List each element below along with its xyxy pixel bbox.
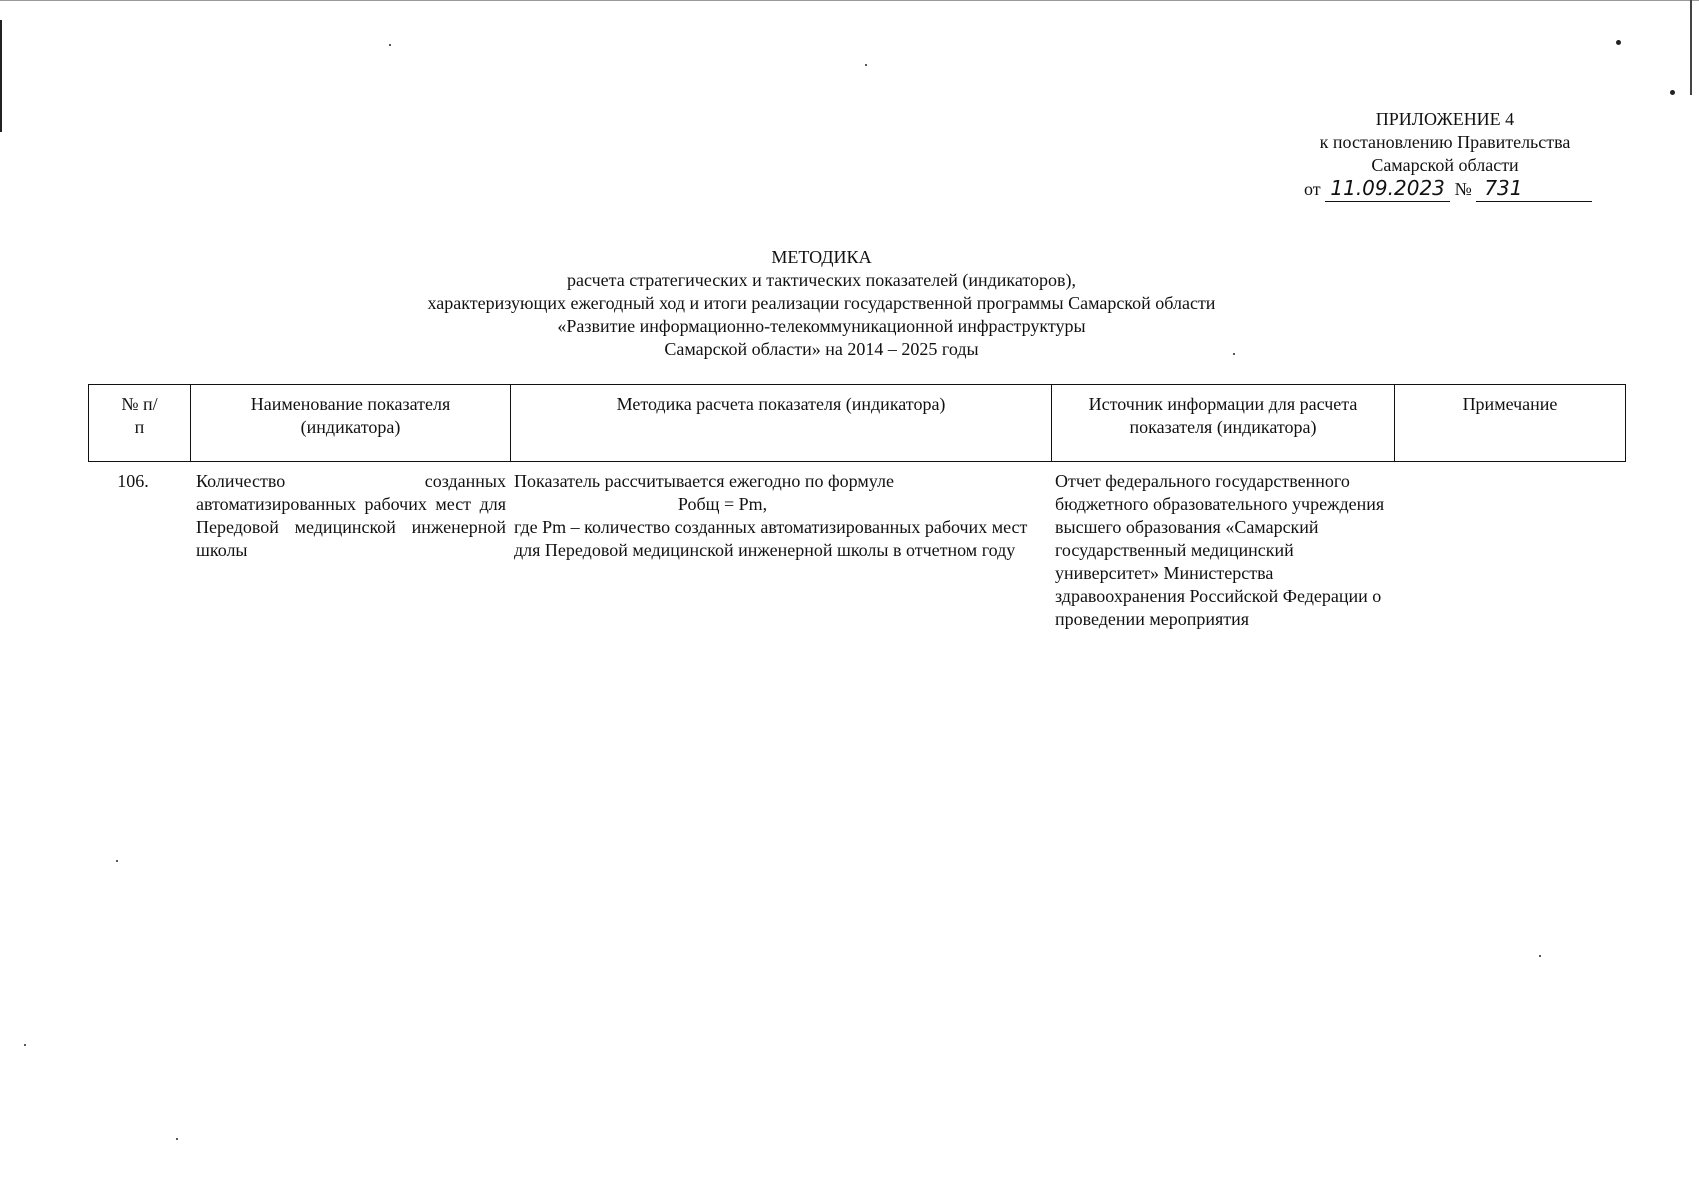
appendix-line-2: к постановлению Правительства: [1319, 132, 1571, 152]
header-source: Источник информации для расчета показателя (индикатора): [1051, 385, 1394, 461]
scan-speck: [1670, 90, 1675, 95]
table-row: [88, 470, 1626, 631]
handwritten-date: 11.09.2023: [1330, 176, 1445, 200]
document-title-block: [300, 246, 1343, 361]
header-method: Методика расчета показателя (индикатора): [510, 385, 1051, 461]
document-title: МЕТОДИКА: [771, 247, 872, 267]
scan-speck: [176, 1138, 178, 1140]
scan-speck: [1539, 955, 1541, 957]
handwritten-number: 731: [1484, 176, 1523, 200]
method-formula: Робщ = Pm,: [677, 494, 768, 514]
table-header: [88, 384, 1626, 462]
row-method: [510, 470, 1051, 631]
appendix-date-line: [1300, 177, 1590, 202]
right-scan-mark: [1690, 0, 1692, 95]
subtitle-line-2: характеризующих ежегодный ход и итоги реализации государственной программы Самарской области: [427, 293, 1216, 313]
method-intro: Показатель рассчитывается ежегодно по формуле: [514, 471, 894, 491]
scan-speck: [389, 44, 391, 46]
row-source: Отчет федерального государственного бюджетного образовательного учреждения высшего образования «Самарский государственный медицинский университет» Министерства здравоохранения Российской Федерации о проведении мероприятия: [1055, 471, 1385, 629]
subtitle-line-3: «Развитие информационно-телекоммуникационной инфраструктуры: [557, 316, 1086, 336]
scan-speck: [24, 1044, 26, 1046]
header-indicator-name: Наименование показателя (индикатора): [190, 385, 510, 461]
row-indicator-name: Количество созданных автоматизированных рабочих мест для Передовой медицинской инженерной школы: [196, 471, 506, 560]
subtitle-line-1: расчета стратегических и тактических показателей (индикаторов),: [567, 270, 1076, 290]
scan-speck: [116, 860, 118, 862]
indicator-table: [88, 384, 1626, 631]
appendix-line-3: Самарской области: [1371, 155, 1519, 175]
left-scan-mark: [0, 20, 2, 132]
scan-speck: [865, 64, 867, 66]
appendix-title: ПРИЛОЖЕНИЕ 4: [1375, 109, 1515, 129]
date-prefix: от: [1304, 179, 1321, 199]
subtitle-line-4: Самарской области» на 2014 – 2025 годы: [664, 339, 979, 359]
method-description: где Pm – количество созданных автоматизированных рабочих мест для Передовой медицинской инженерной школы в отчетном году: [514, 517, 1028, 560]
scan-speck: [1616, 40, 1621, 45]
header-number: № п/п: [88, 385, 190, 461]
row-number: 106.: [117, 471, 149, 491]
number-prefix: №: [1454, 179, 1472, 199]
header-note: Примечание: [1394, 385, 1626, 461]
appendix-block: [1300, 108, 1590, 202]
top-scan-border: [0, 0, 1699, 1]
row-note: [1394, 470, 1626, 631]
